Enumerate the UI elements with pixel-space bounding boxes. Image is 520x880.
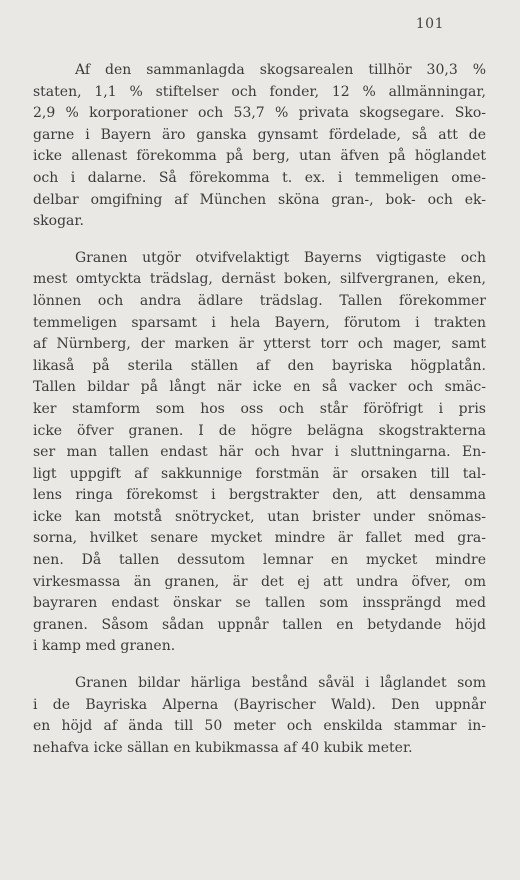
text-line: och i dalarne. Så förekomma t. ex. i temmeligen ome-	[33, 169, 486, 186]
text-line: likaså på sterila ställen af den bayriska högplatån.	[33, 357, 486, 374]
text-line: icke öfver granen. I de högre belägna skogstrakterna	[33, 422, 486, 439]
text-line: icke kan motstå snötrycket, utan brister under snömas-	[33, 508, 486, 525]
paragraph-3	[33, 673, 486, 759]
text-line: en höjd af ända till 50 meter och enskilda stammar in-	[33, 718, 486, 735]
text-line: Granen bildar härliga bestånd såväl i låglandet som	[75, 675, 486, 692]
page-number: 101	[415, 16, 444, 32]
text-line: lens ringa förekomst i bergstrakter den, att densamma	[33, 487, 486, 504]
text-line: Af den sammanlagda skogsarealen tillhör 30,3 %	[75, 62, 486, 78]
text-line: icke allenast förekomma på berg, utan äfven på höglandet	[33, 148, 486, 165]
text-line: ker stamform som hos oss och står föröfrigt i pris	[33, 400, 486, 417]
text-line: bayraren endast önskar se tallen som inssprängd med	[33, 595, 486, 612]
text-line: lönnen och andra ädlare trädslag. Tallen förekommer	[33, 292, 486, 309]
text-line: af Nürnberg, der marken är ytterst torr och mager, samt	[33, 336, 486, 353]
text-line: ser man tallen endast här och hvar i sluttningarna. En-	[33, 444, 486, 461]
text-line: sorna, hvilket senare mycket mindre är fallet med gra-	[33, 530, 486, 547]
text-line: granen. Såsom sådan uppnår tallen en betydande höjd	[33, 616, 486, 633]
text-line: i de Bayriska Alperna (Bayrischer Wald). Den uppnår	[33, 696, 486, 713]
text-line: nen. Då tallen dessutom lemnar en mycket mindre	[33, 552, 486, 569]
text-line: ligt uppgift af sakkunnige forstmän är orsaken till tal-	[33, 465, 486, 482]
text-line: staten, 1,1 % stiftelser och fonder, 12 % allmänningar,	[33, 83, 486, 100]
text-line: nehafva icke sällan en kubikmassa af 40 kubik meter.	[33, 739, 413, 756]
paragraph-1	[33, 60, 486, 233]
paragraph-2	[33, 248, 486, 658]
text-line: virkesmassa än granen, är det ej att undra öfver, om	[33, 573, 486, 590]
body-text	[33, 60, 486, 759]
text-line: 2,9 % korporationer och 53,7 % privata skogsegare. Sko-	[33, 105, 486, 122]
text-line: temmeligen sparsamt i hela Bayern, förutom i trakten	[33, 314, 486, 331]
text-line: i kamp med granen.	[33, 638, 176, 655]
text-line: skogar.	[33, 213, 85, 230]
text-line: Granen utgör otvifvelaktigt Bayerns vigtigaste och	[75, 249, 486, 266]
text-line: Tallen bildar på långt när icke en så vacker och smäc-	[33, 379, 486, 396]
text-line: mest omtyckta trädslag, dernäst boken, silfvergranen, eken,	[33, 271, 486, 288]
text-line: delbar omgifning af München sköna gran-, bok- och ek-	[33, 191, 486, 208]
text-line: garne i Bayern äro ganska gynsamt fördelade, så att de	[33, 126, 486, 143]
